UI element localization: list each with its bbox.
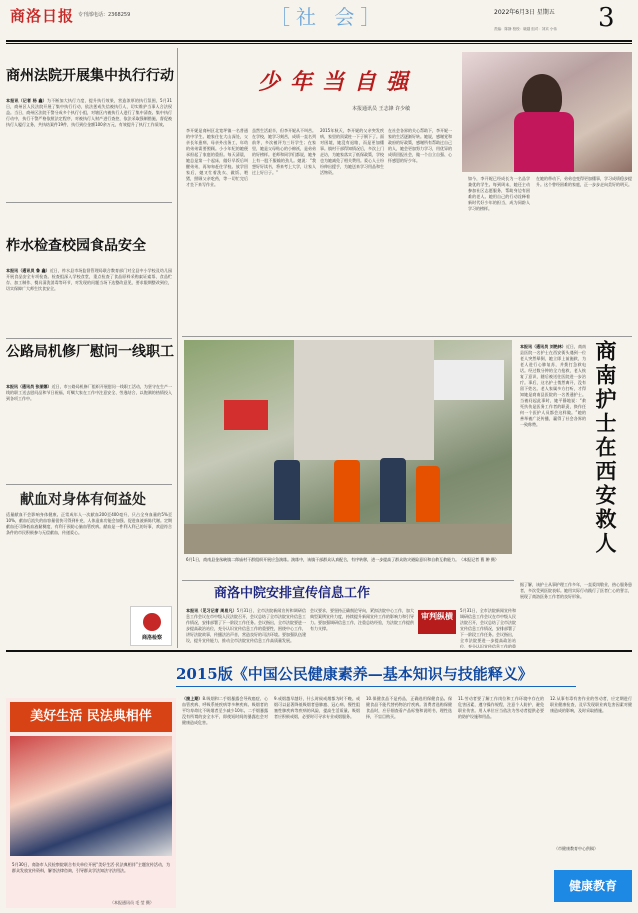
ad-headline: 美好生活 民法典相伴 xyxy=(10,702,172,732)
article-title-food-safety: 柞水检查校园食品安全 xyxy=(6,238,146,254)
feature-photo xyxy=(462,52,632,172)
photo-banner xyxy=(434,360,504,400)
nurse-body xyxy=(520,344,586,580)
nurse-body-2: 据了解，该护士从事护理工作多年，一直爱岗敬业，热心服务患者，多次受到医院表彰。她用实际行动践行了医者仁心的誓言，展现了商洛医务工作者的良好形象。 xyxy=(520,582,632,599)
article-text: 8.吸烟和二手烟暴露会导致癌症、心血管疾病、呼吸系统疾病等多种疾病。吸烟者的平均寿命比不吸烟者至少减少10年。二手烟暴露没有所谓的安全水平，即使短时间的暴露也会对健康造成危害。 xyxy=(182,696,268,725)
section-name: ［社 会］ xyxy=(270,5,387,29)
byline: 本报讯（记者 杨 鑫） xyxy=(6,98,47,103)
divider xyxy=(6,338,172,339)
byline: 本报讯（通讯员 张丽娜） xyxy=(6,384,52,389)
photo-person xyxy=(274,460,300,520)
court-logo xyxy=(130,606,172,646)
divider xyxy=(182,580,514,581)
article-text: 近日，商南县医院一名护士在西安街头遇到一位老人突然晕倒，她立即上前施救，为老人进行心肺复苏，并拨打急救电话。经过数分钟的全力抢救，老人恢复了意识，随后被送往医院进一步治疗。事后，这名护士悄然离开，没有留下姓名。老人家属多方打听，才得知她是商南县医院的一名普通护士。当被问起此事时，她平静地说：“救死扶伤是医务工作者的职责，换作任何一个医护人员都会这样做。”她的善举被广泛传播，赢得了社会各界的一致称赞。 xyxy=(520,344,586,427)
health-education-logo: 健康教育 xyxy=(554,870,632,902)
photo-caption: 6月1日，商南县金丝峡镇二郎庙村干群组织开展应急演练。演练中，该镇干部群众认真配合，有序转移，进一步提高了群众防灾避险意识和自救互救能力。（本报记者 曹 翀 摄） xyxy=(186,557,499,562)
feature-col-6: 在她的带动下，弟弟也变得更加懂事，学习成绩稳步提升。这个曾经困难的家庭，正一步步走向美好的明天。 xyxy=(536,176,632,187)
header-rule-thin xyxy=(6,43,632,44)
ad-box xyxy=(6,698,176,908)
editor-credits: 责编：陈静 校校：晓越 组对：刘宾 小伟 xyxy=(494,27,557,31)
health-col-2: 9.戒烟越早越好，什么时候戒烟都为时不晚。戒烟可以显著降低吸烟者患肺癌、冠心病、慢性阻塞性肺疾病等疾病的风险，提高生活质量。吸烟者应积极戒烟，必要时可寻求专业戒烟服务。 xyxy=(274,696,360,719)
court-title: 商洛中院安排宣传信息工作 xyxy=(214,586,371,601)
health-col-3: 10.保健食品不是药品，正确选用保健食品。保健食品不能代替药物治疗疾病。消费者选购保健食品时，应仔细查看产品标签和说明书，理性选择，不盲目购买。 xyxy=(366,696,452,719)
article-text: 近日，柞水县市场监督管理局联合教育部门对全县中小学校及幼儿园开展食品安全专项检查。检查组深入学校食堂，重点检查了食品原料采购索证索票、食品贮存、加工制作、餐具清洗消毒等环节，对发现的问题当场下达整改意见，要求限期整改到位，切实保障广大师生饮食安全。 xyxy=(6,268,172,291)
photo-ground xyxy=(184,524,512,554)
emblem-icon xyxy=(143,613,161,631)
article-body-blood-donation: 适量献血不会影响身体健康。正常成年人一次献血200至400毫升，只占全身血量的5%至10%，献血后流失的血容量很快可得到补充，人体造血功能会加强，促进血液新陈代谢。定期献血还可降低血液黏稠度，有利于预防心脑血管疾病。献血是一件利人利己的好事，欢迎符合条件的市民积极参与无偿献血，传递爱心。 xyxy=(6,512,172,535)
page-number: 3 xyxy=(598,3,615,33)
header-rule xyxy=(6,40,632,42)
ad-caption: 5月30日，商洛市人民检察院联合有关单位开展“美好生活·民法典相伴”主题宣传活动，为群众发放宣传资料，解答法律咨询，引导群众学法知法守法用法。 xyxy=(12,862,170,873)
article-title-highway: 公路局机修厂慰问一线职工 xyxy=(6,344,174,360)
issue-date: 2022年6月3日 星期五 xyxy=(494,9,555,16)
article-title-blood-donation: 献血对身体有何益处 xyxy=(20,492,146,508)
photo-figure-body xyxy=(514,112,574,172)
ad-photo xyxy=(10,736,172,856)
health-col-1 xyxy=(182,696,268,906)
section-rule xyxy=(6,650,632,652)
court-body-3: 5月31日，全市法院新闻宣传和调研信息工作会议在市中级人民法院召开，会议总结了全市法院宣传信息工作情况，安排部署了下一阶段工作任务。会议指出，全市法院要进一步提高政治站位，充分认识宣传信息工作的重 xyxy=(460,608,516,648)
article-text: 5月31日，全市法院新闻宣传和调研信息工作会议在市中级人民法院召开，会议总结了全市法院宣传信息工作情况，安排部署了下一阶段工作任务。会议指出，全市法院要进一步提高政治站位，充分认识宣传信息工作的重要性，围绕中心工作，讲好法院故事，传播法治声音，营造良好的司法环境。要加强队伍建设，提升宣传能力，推动全市法院宣传信息工作高质量发展。 xyxy=(186,608,306,643)
court-stamp: 审判纵横 xyxy=(418,610,456,634)
byline: 本报讯（通讯员 刘艳林） xyxy=(520,344,566,349)
column-divider xyxy=(177,48,178,648)
article-body-highway xyxy=(6,384,172,480)
photo-flag xyxy=(224,400,268,430)
health-col-4: 11.劳动者要了解工作岗位和工作环境中存在的危害因素，遵守操作规程，注意个人防护，避免职业伤害。用人单位应当依法为劳动者提供必要的防护设施和用品。 xyxy=(458,696,544,719)
divider xyxy=(182,336,632,337)
byline: 本报讯（通讯员 鲁 鑫） xyxy=(6,268,50,273)
logo-text: 商洛检察 xyxy=(141,635,162,641)
feature-byline: 本报通讯员 王志锋 许少敏 xyxy=(352,106,411,112)
nurse-title: 商南护士在西安救人 xyxy=(593,340,618,556)
photo-building xyxy=(294,340,434,460)
page-header xyxy=(0,0,638,40)
article-title-court-execution: 商州法院开展集中执行行动 xyxy=(6,68,174,84)
health-sub: （接上期） xyxy=(182,696,203,701)
health-col-5: 12.从事有毒有害作业的劳动者，应定期进行职业健康检查，及早发现职业病危害因素对健康造成的影响，及时采取措施。 xyxy=(550,696,632,713)
court-body xyxy=(186,608,306,648)
article-body-food-safety xyxy=(6,268,172,332)
issue-phone: 专刊部电话：2368259 xyxy=(78,12,131,18)
photo-person xyxy=(334,460,360,522)
banner-underline xyxy=(176,686,576,687)
article-text: 近日，市公路局机修厂组织开展慰问一线职工活动，为坚守在生产一线的职工送去慰问品和节日祝福，叮嘱大家在工作中注意安全、劳逸结合，以饱满的热情投入到各项工作中。 xyxy=(6,384,172,401)
feature-col-5: 如今，李开妮已经成长为一名品学兼优的学生。每到周末，她还主动参加社区志愿服务，帮助身边有困难的老人。她用自己的行动诠释着新时代好少年的担当，成为同龄人学习的榜样。 xyxy=(468,176,530,211)
court-body-2: 会议要求，要坚持正确舆论导向，紧扣法院中心工作，加大典型案例宣传力度，持续提升新闻宣传工作的影响力和引导力。要加强调研信息工作，注重总结经验，为法院工作提供有力支撑。 xyxy=(310,608,414,631)
feature-title: 少年当自强 xyxy=(258,69,419,95)
feature-col-3: 2015年秋天，李开妮的父亲突发疾病，家里的顶梁柱一下子倒下了。面对困境，她没有退缩，而是更加懂事。镇村干部得知情况后，多次上门走访，为她家落实了低保政策，学校也为她减免了相关费用。爱心人士纷纷伸出援手，为她送来学习用品和生活物资。 xyxy=(320,128,384,175)
feature-col-1: 李开妮是商州区北宽坪镇一名普通的中学生。她家住在大山深处，父亲长年患病，母亲外出务工，年幼的弟弟需要照顾。小小年纪的她便承担起了家庭的重担。每天清晨，她总是第一个起床，做好早饭后叫醒弟弟，再匆匆赶往学校。放学回家后，她又忙着洗衣、做饭、喂猪，照顾父亲吃药，等一切忙完后才坐下来写作业。 xyxy=(186,128,248,187)
article-body-court-execution xyxy=(6,98,172,194)
masthead: 商洛日报 xyxy=(10,7,75,25)
photo-person xyxy=(380,458,406,522)
article-text: 为不断加大执行力度，提升执行效果，营造浓厚的执行氛围，5月31日，商州区人民法院开展了集中执行行动，依法惩戒失信被执行人，切实维护当事人合法权益。当日，商州区法院干警分成多个执行小组，对辖区内被执行人进行了集中清查。集中执行行动中，执行干警严格依照法定程序，对被执行人财产进行查控，依法采取强制措施，督促被执行人履行义务，共执结案件19件，执行到位金额100余万元，有效提升了执行工作质效。 xyxy=(6,98,172,127)
divider xyxy=(6,484,172,485)
photo-person xyxy=(416,466,440,522)
drill-photo xyxy=(184,340,512,554)
health-banner: 2015版《中国公民健康素养—基本知识与技能释义》 xyxy=(176,665,533,683)
byline: 本报讯（见习记者 周易凡） xyxy=(186,608,237,613)
feature-col-4: 在社会各界的关心帮助下，李开妮一家的生活逐渐好转。她说，感谢党和政府的好政策，感谢所有帮助过自己的人，她会更加努力学习，用优异的成绩回报社会，做一个自立自强、心怀感恩的好少年。 xyxy=(388,128,452,163)
health-source: （市健康教育中心供稿） xyxy=(554,846,598,851)
divider xyxy=(6,202,172,203)
ad-credit: （本报通讯员 毛 莹 摄） xyxy=(110,900,154,905)
feature-col-2: 虽然生活艰辛，但李开妮从不叫苦。在学校，她学习刻苦，成绩一直名列前茅，多次被评为三好学生；在家里，她是父母贴心的小棉袄，是弟弟的好榜样。老师和同学们都说，她身上有一股不服输的劲儿。她说：“我想好好读书，将来考上大学，让家人过上好日子。” xyxy=(252,128,316,175)
